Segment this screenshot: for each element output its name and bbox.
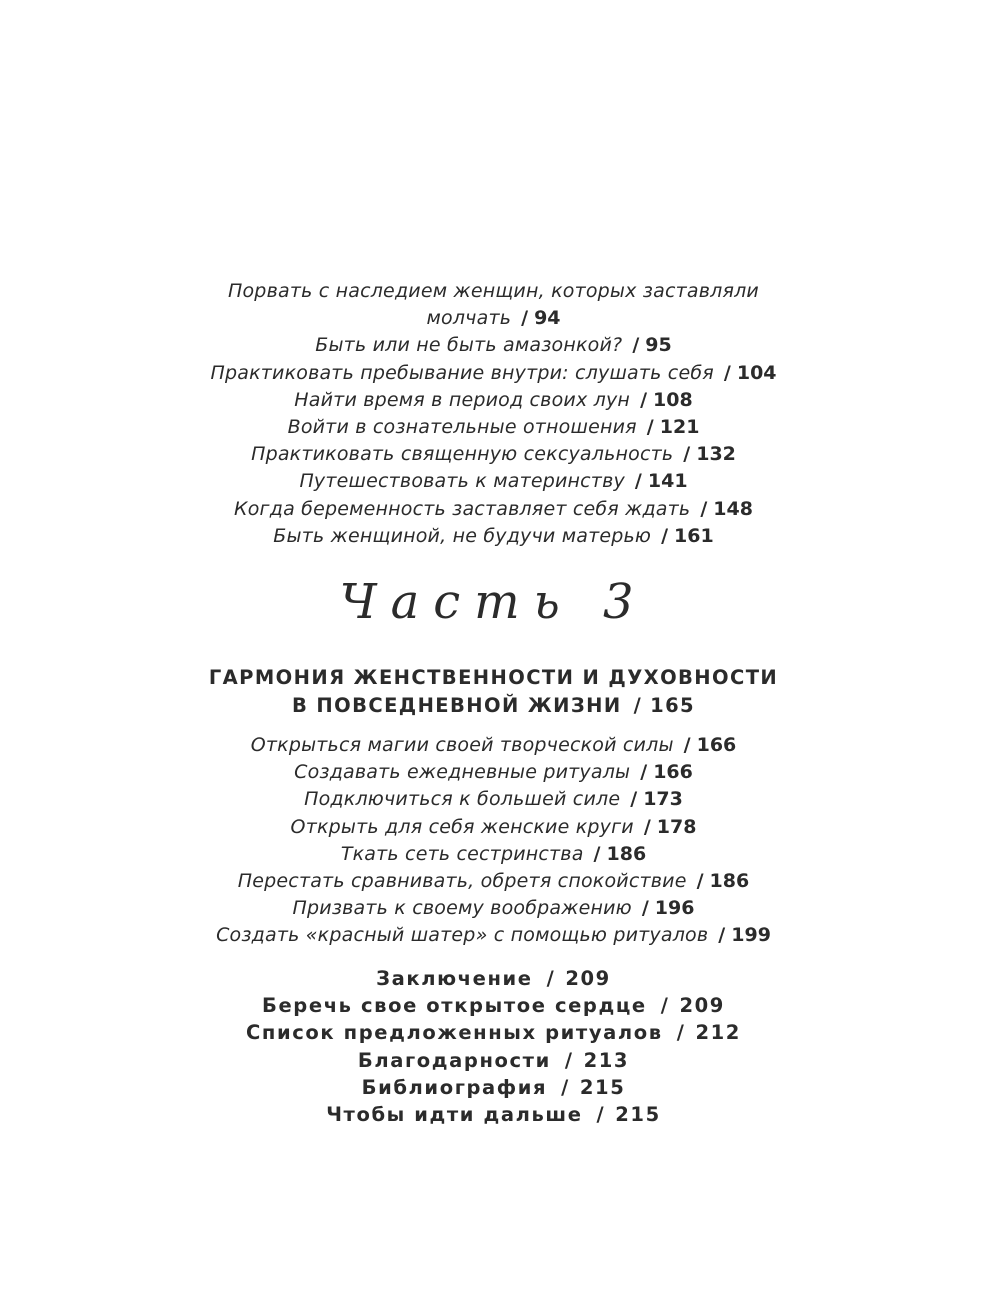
toc-entry-title: Найти время в период своих лун — [294, 388, 631, 411]
toc-entry — [0, 441, 987, 468]
toc-entry-title: молчать — [426, 307, 512, 330]
toc-page-number: 209 — [565, 967, 611, 990]
toc-entry-title: Благодарности — [357, 1048, 551, 1072]
toc-entry — [0, 496, 987, 523]
toc-entry-title: Ткать сеть сестринства — [340, 842, 584, 865]
toc-separator: / — [683, 734, 691, 756]
toc-page-number: 178 — [656, 815, 697, 838]
toc-entry-title: Чтобы идти дальше — [326, 1103, 583, 1127]
toc-entry-title: Путешествовать к материнству — [299, 470, 625, 493]
toc-entry — [0, 1019, 987, 1046]
toc-entry-title: Список предложенных ритуалов — [246, 1021, 663, 1045]
toc-entry — [0, 414, 987, 441]
toc-entry-title: Порвать с наследием женщин, которых заставляли — [228, 280, 759, 302]
toc-page-number: 94 — [534, 307, 561, 330]
toc-entry-title: Создать «красный шатер» с помощью ритуалов — [216, 924, 709, 947]
toc-separator: / — [564, 1048, 574, 1072]
toc-entry-title: Практиковать пребывание внутри: слушать себя — [210, 361, 714, 384]
toc-entry — [0, 759, 987, 786]
toc-separator: / — [561, 1075, 570, 1099]
toc-entry — [0, 387, 987, 414]
toc-page-number: 209 — [679, 994, 725, 1018]
toc-page-number: 199 — [731, 924, 771, 947]
toc-separator: / — [630, 788, 638, 811]
toc-entry — [0, 305, 987, 332]
toc-entry — [0, 841, 987, 868]
toc-entry-title: Открыться магии своей творческой силы — [250, 734, 674, 756]
toc-entry-title: Перестать сравнивать, обретя спокойствие — [237, 870, 687, 893]
toc-page-number: 196 — [654, 897, 695, 920]
toc-entry — [0, 814, 987, 841]
toc-separator: / — [696, 870, 704, 893]
toc-entry — [0, 278, 987, 305]
part-title-line-2 — [0, 692, 987, 720]
toc-entry-title: Призвать к своему воображению — [292, 897, 632, 920]
toc-entry — [0, 523, 987, 550]
toc-entry — [0, 360, 987, 387]
toc-page-number: 132 — [696, 443, 736, 466]
toc-page-number: 104 — [736, 361, 777, 384]
toc-entry-title: Быть женщиной, не будучи матерью — [273, 524, 652, 547]
toc-entry-title: Заключение — [376, 967, 533, 990]
toc-separator: / — [596, 1103, 606, 1127]
toc-separator: / — [640, 761, 648, 784]
part-title-line-1: ГАРМОНИЯ ЖЕНСТВЕННОСТИ И ДУХОВНОСТИ — [208, 666, 779, 689]
toc-page-number: 95 — [645, 334, 672, 357]
part-title — [0, 664, 987, 719]
toc-separator: / — [640, 388, 648, 411]
toc-entry — [0, 965, 987, 992]
part-heading: Часть 3 — [339, 574, 648, 630]
toc-page-number: 212 — [695, 1021, 741, 1045]
toc-entry-title: Когда беременность заставляет себя ждать — [234, 497, 691, 520]
part-page-number: 165 — [650, 693, 696, 717]
toc-page-number: 186 — [606, 842, 647, 865]
toc-page-number: 161 — [674, 524, 714, 547]
toc-entry-title: Войти в сознательные отношения — [287, 416, 637, 439]
toc-entry — [0, 332, 987, 359]
toc-separator: / — [676, 1021, 686, 1045]
toc-entry — [0, 992, 987, 1019]
toc-entry-title: Практиковать священную сексуальность — [251, 443, 674, 466]
toc-page-number: 173 — [643, 788, 683, 811]
toc-separator: / — [683, 443, 691, 466]
toc-separator: / — [593, 842, 601, 865]
toc-entry — [0, 732, 987, 759]
toc-page-number: 121 — [659, 416, 700, 439]
toc-separator: / — [718, 924, 726, 947]
toc-page-number: 148 — [713, 497, 753, 520]
toc-entry — [0, 895, 987, 922]
toc-separator: / — [700, 497, 708, 520]
toc-entry-title: Открыть для себя женские круги — [290, 815, 634, 838]
toc-entry-title: Беречь свое открытое сердце — [262, 994, 647, 1018]
toc-separator: / — [661, 524, 669, 547]
toc-entry-title: Библиография — [361, 1075, 548, 1099]
toc-block-back-matter — [0, 965, 987, 1128]
toc-separator: / — [632, 334, 640, 357]
toc-separator: / — [646, 416, 654, 439]
toc-separator: / — [634, 470, 642, 493]
toc-entry-title: Создавать ежедневные ритуалы — [294, 761, 631, 784]
part-title-line-2-text: В ПОВСЕДНЕВНОЙ ЖИЗНИ — [291, 693, 622, 717]
toc-entry-title: Подключиться к большей силе — [304, 788, 621, 811]
toc-separator: / — [643, 815, 651, 838]
toc-page-number: 215 — [615, 1103, 661, 1127]
toc-separator: / — [633, 693, 643, 717]
toc-entry — [0, 1101, 987, 1128]
toc-entry — [0, 786, 987, 813]
toc-entry-title: Быть или не быть амазонкой? — [315, 334, 623, 357]
toc-entry — [0, 468, 987, 495]
toc-page-number: 166 — [653, 761, 693, 784]
toc-separator: / — [521, 307, 529, 330]
toc-page-number: 213 — [583, 1048, 630, 1072]
toc-separator: / — [641, 897, 649, 920]
toc-separator: / — [660, 994, 670, 1018]
toc-page-number: 108 — [653, 388, 693, 411]
toc-separator: / — [546, 967, 556, 990]
toc-entry — [0, 1074, 987, 1101]
toc-block-part2-entries — [0, 278, 987, 550]
toc-page-number: 186 — [709, 870, 750, 893]
toc-block-part3-entries — [0, 732, 987, 950]
toc-page-number: 166 — [696, 734, 737, 756]
toc-entry — [0, 922, 987, 949]
toc-entry — [0, 1047, 987, 1074]
toc-entry — [0, 868, 987, 895]
toc-page-number: 215 — [579, 1075, 626, 1099]
toc-separator: / — [723, 361, 731, 384]
toc-page-number: 141 — [647, 470, 688, 493]
